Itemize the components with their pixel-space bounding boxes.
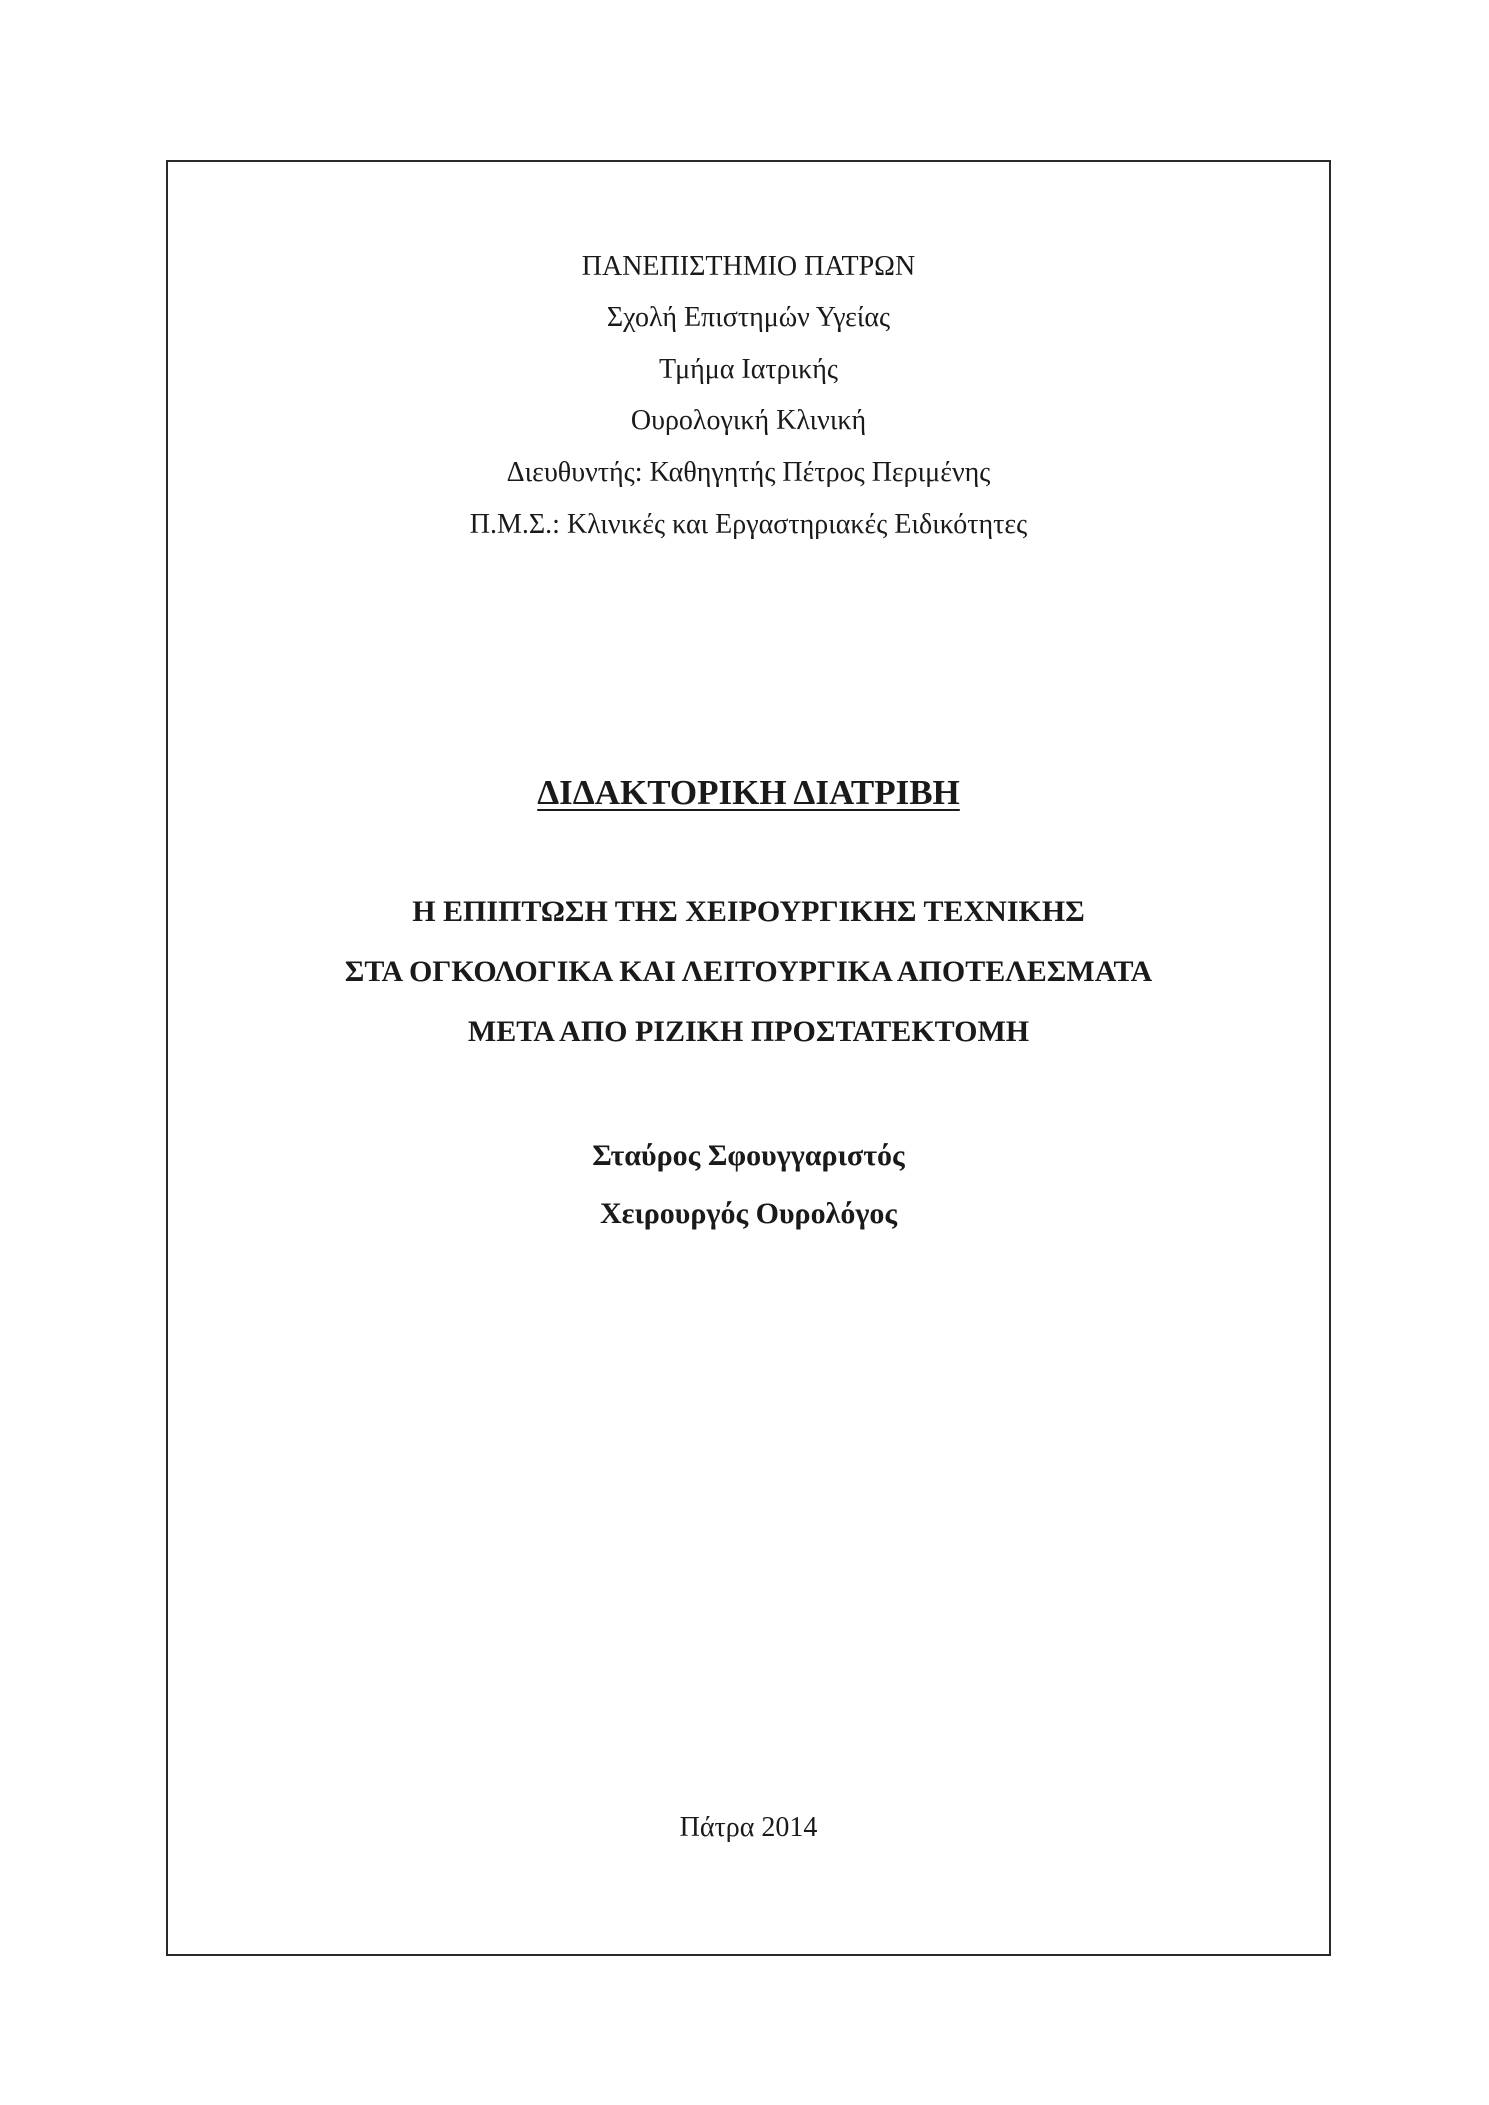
thesis-title-line-1: Η ΕΠΙΠΤΩΣΗ ΤΗΣ ΧΕΙΡΟΥΡΓΙΚΗΣ ΤΕΧΝΙΚΗΣ bbox=[412, 895, 1085, 928]
author-name: Σταύρος Σφουγγαριστός bbox=[592, 1139, 905, 1172]
thesis-type-heading: ΔΙΔΑΚΤΟΡΙΚΗ ΔΙΑΤΡΙΒΗ bbox=[537, 773, 960, 812]
place-and-date: Πάτρα 2014 bbox=[679, 1812, 818, 1843]
thesis-title-line-2: ΣΤΑ ΟΓΚΟΛΟΓΙΚΑ ΚΑΙ ΛΕΙΤΟΥΡΓΙΚΑ ΑΠΟΤΕΛΕΣΜΑΤΑ bbox=[344, 955, 1153, 988]
department-name: Τμήμα Ιατρικής bbox=[659, 354, 838, 385]
director-line: Διευθυντής: Καθηγητής Πέτρος Περιμένης bbox=[506, 457, 991, 488]
cover-page-frame bbox=[166, 160, 1331, 1956]
thesis-title-line-3: ΜΕΤΑ ΑΠΟ ΡΙΖΙΚΗ ΠΡΟΣΤΑΤΕΚΤΟΜΗ bbox=[467, 1015, 1030, 1048]
program-line: Π.Μ.Σ.: Κλινικές και Εργαστηριακές Ειδικότητες bbox=[469, 509, 1028, 540]
school-name: Σχολή Επιστημών Υγείας bbox=[606, 302, 891, 333]
university-name: ΠΑΝΕΠΙΣΤΗΜΙΟ ΠΑΤΡΩΝ bbox=[581, 251, 916, 282]
author-role: Χειρουργός Ουρολόγος bbox=[599, 1197, 898, 1230]
clinic-name: Ουρολογική Κλινική bbox=[630, 405, 867, 436]
